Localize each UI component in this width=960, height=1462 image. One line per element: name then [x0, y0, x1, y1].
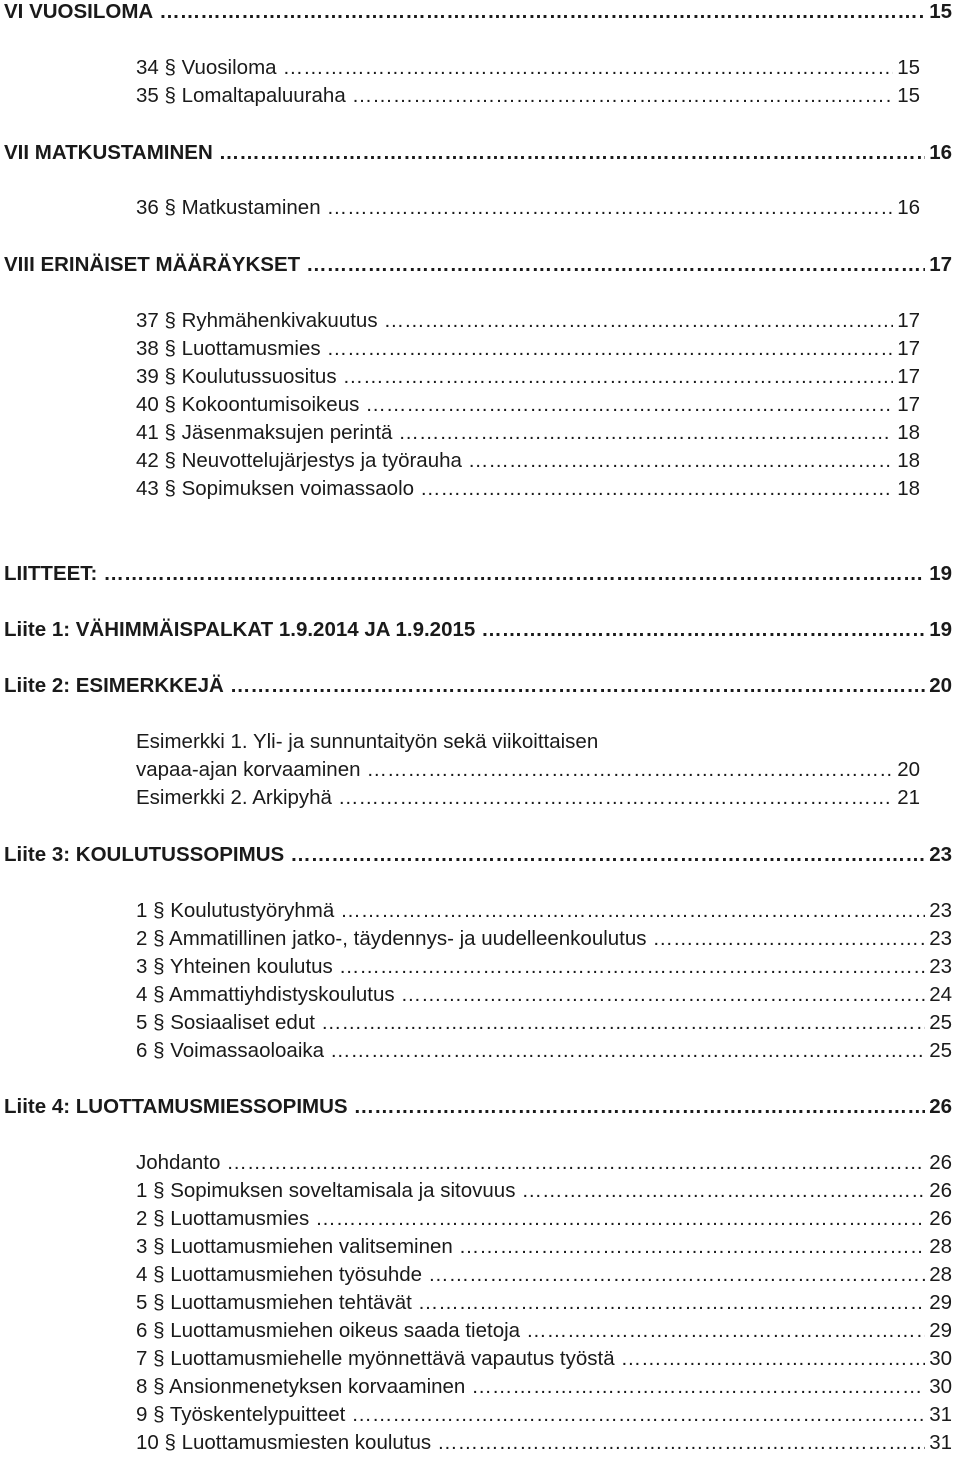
toc-entry	[136, 925, 952, 953]
toc-entry	[136, 1177, 952, 1205]
toc-entry-title: vapaa-ajan korvaaminen	[136, 758, 361, 781]
toc-entry-page-number: 31	[929, 1431, 952, 1454]
toc-entry	[136, 1205, 952, 1233]
dot-leader	[471, 1373, 925, 1401]
dot-leader	[338, 784, 893, 812]
dot-leader	[339, 953, 925, 981]
toc-entry-page-number: 25	[929, 1039, 952, 1062]
toc-entry-page-number: 16	[897, 196, 920, 219]
toc-entry-title: Esimerkki 2. Arkipyhä	[136, 786, 332, 809]
toc-entry-page-number: 17	[929, 253, 952, 276]
toc-entry-title: 5 § Sosiaaliset edut	[136, 1011, 315, 1034]
toc-entry-title: 3 § Luottamusmiehen valitseminen	[136, 1235, 453, 1258]
toc-entry-page-number: 28	[929, 1263, 952, 1286]
dot-leader	[367, 756, 894, 784]
dot-leader	[365, 391, 893, 419]
toc-entry-page-number: 16	[929, 141, 952, 164]
dot-leader	[226, 1149, 925, 1177]
dot-leader	[103, 560, 925, 588]
toc-entry-title: Liite 2: ESIMERKKEJÄ	[4, 674, 224, 697]
toc-entry-title: 1 § Sopimuksen soveltamisala ja sitovuus	[136, 1179, 516, 1202]
toc-entry-page-number: 29	[929, 1319, 952, 1342]
toc-entry	[136, 1317, 952, 1345]
toc-entry-page-number: 31	[929, 1403, 952, 1426]
toc-entry-title: Johdanto	[136, 1151, 221, 1174]
dot-leader	[468, 447, 893, 475]
toc-entry-title: 38 § Luottamusmies	[136, 337, 321, 360]
toc-entry-title: 8 § Ansionmenetyksen korvaaminen	[136, 1375, 466, 1398]
toc-entry	[136, 194, 920, 222]
toc-entry-title: 4 § Luottamusmiehen työsuhde	[136, 1263, 423, 1286]
toc-entry	[4, 841, 952, 869]
dot-leader	[343, 363, 894, 391]
toc-entry	[4, 139, 952, 167]
dot-leader	[352, 82, 893, 110]
toc-entry	[136, 335, 920, 363]
toc-entry	[136, 953, 952, 981]
toc-entry	[136, 363, 920, 391]
dot-leader	[159, 0, 925, 26]
toc-entry-title: 41 § Jäsenmaksujen perintä	[136, 421, 393, 444]
toc-entry-title: 2 § Luottamusmies	[136, 1207, 310, 1230]
toc-entry-title: 7 § Luottamusmiehelle myönnettävä vapautus työstä	[136, 1347, 615, 1370]
toc-entry	[136, 1037, 952, 1065]
toc-entry-title: Liite 4: LUOTTAMUSMIESSOPIMUS	[4, 1095, 348, 1118]
toc-entry	[136, 1289, 952, 1317]
toc-entry-title: VI VUOSILOMA	[4, 0, 154, 23]
toc-entry	[136, 1009, 952, 1037]
dot-leader	[290, 841, 925, 869]
toc-entry	[136, 419, 920, 447]
toc-entry-page-number: 19	[929, 562, 952, 585]
dot-leader	[306, 251, 925, 279]
dot-leader	[384, 307, 894, 335]
dot-leader	[418, 1289, 925, 1317]
toc-entry-page-number: 25	[929, 1011, 952, 1034]
toc-entry-page-number: 26	[929, 1207, 952, 1230]
toc-entry-page-number: 17	[897, 309, 920, 332]
dot-leader	[230, 672, 925, 700]
dot-leader	[321, 1009, 925, 1037]
toc-entry	[136, 307, 920, 335]
dot-leader	[526, 1317, 925, 1345]
toc-entry	[4, 1093, 952, 1121]
toc-entry-title: VIII ERINÄISET MÄÄRÄYKSET	[4, 253, 301, 276]
toc-entry-title: VII MATKUSTAMINEN	[4, 141, 213, 164]
toc-entry-page-number: 23	[929, 899, 952, 922]
toc-entry-title: 3 § Yhteinen koulutus	[136, 955, 333, 978]
toc-entry-page-number: 29	[929, 1291, 952, 1314]
toc-entry	[4, 560, 952, 588]
toc-entry-page-number: 18	[897, 477, 920, 500]
toc-entry-page-number: 20	[929, 674, 952, 697]
toc-entry-title: 6 § Voimassaoloaika	[136, 1039, 325, 1062]
toc-entry	[4, 0, 952, 26]
toc-entry	[4, 616, 952, 644]
toc-entry-title: 9 § Työskentelypuitteet	[136, 1403, 346, 1426]
dot-leader	[283, 54, 894, 82]
dot-leader	[481, 616, 925, 644]
toc-entry	[136, 981, 952, 1009]
toc-entry-title: 35 § Lomaltapaluuraha	[136, 84, 346, 107]
toc-entry-title: Liite 3: KOULUTUSSOPIMUS	[4, 843, 285, 866]
toc-entry	[136, 54, 920, 82]
toc-entry-page-number: 15	[897, 56, 920, 79]
dot-leader	[653, 925, 926, 953]
dot-leader	[428, 1261, 925, 1289]
toc-entry	[136, 1401, 952, 1429]
toc-entry	[136, 1149, 952, 1177]
toc-entry-title: 39 § Koulutussuositus	[136, 365, 337, 388]
toc-entry	[136, 475, 920, 503]
toc-entry-title: 10 § Luottamusmiesten koulutus	[136, 1431, 432, 1454]
toc-entry	[136, 756, 920, 784]
toc-entry-title: 5 § Luottamusmiehen tehtävät	[136, 1291, 412, 1314]
dot-leader	[459, 1233, 925, 1261]
toc-entry-page-number: 26	[929, 1151, 952, 1174]
dot-leader	[437, 1429, 925, 1457]
toc-entry-title: 6 § Luottamusmiehen oikeus saada tietoja	[136, 1319, 521, 1342]
toc-entry	[136, 1233, 952, 1261]
toc-entry-title: 42 § Neuvottelujärjestys ja työrauha	[136, 449, 462, 472]
toc-entry-page-number: 26	[929, 1095, 952, 1118]
toc-entry-title: 43 § Sopimuksen voimassaolo	[136, 477, 415, 500]
toc-entry-page-number: 17	[897, 337, 920, 360]
toc-entry-page-number: 15	[929, 0, 952, 23]
dot-leader	[398, 419, 893, 447]
toc-entry-page-number: 18	[897, 421, 920, 444]
toc-entry	[136, 728, 920, 756]
toc-entry-title: 1 § Koulutustyöryhmä	[136, 899, 335, 922]
toc-entry	[136, 897, 952, 925]
toc-entry-page-number: 21	[897, 786, 920, 809]
toc-entry	[136, 1261, 952, 1289]
toc-entry	[136, 784, 920, 812]
toc-entry-page-number: 17	[897, 365, 920, 388]
toc-entry-page-number: 30	[929, 1347, 952, 1370]
toc-entry-page-number: 20	[897, 758, 920, 781]
toc-entry-title: Liite 1: VÄHIMMÄISPALKAT 1.9.2014 JA 1.9.2015	[4, 618, 476, 641]
toc-entry-title: 34 § Vuosiloma	[136, 56, 277, 79]
toc-entry	[136, 447, 920, 475]
toc-entry	[136, 82, 920, 110]
dot-leader	[327, 194, 894, 222]
dot-leader	[354, 1093, 926, 1121]
dot-leader	[621, 1345, 926, 1373]
toc-entry-page-number: 28	[929, 1235, 952, 1258]
toc-entry-page-number: 17	[897, 393, 920, 416]
toc-entry-title: 4 § Ammattiyhdistyskoulutus	[136, 983, 395, 1006]
toc-entry-page-number: 15	[897, 84, 920, 107]
toc-entry	[136, 391, 920, 419]
toc-entry-page-number: 30	[929, 1375, 952, 1398]
toc-entry-title: 37 § Ryhmähenkivakuutus	[136, 309, 378, 332]
dot-leader	[315, 1205, 925, 1233]
dot-leader	[521, 1177, 925, 1205]
toc-entry-title: 40 § Kokoontumisoikeus	[136, 393, 360, 416]
toc-entry	[136, 1429, 952, 1457]
toc-entry-page-number: 23	[929, 843, 952, 866]
dot-leader	[420, 475, 893, 503]
toc-entry	[136, 1373, 952, 1401]
dot-leader	[219, 139, 925, 167]
toc-entry-title: 2 § Ammatillinen jatko-, täydennys- ja uudelleenkoulutus	[136, 927, 647, 950]
dot-leader	[330, 1037, 925, 1065]
toc-entry-title: Esimerkki 1. Yli- ja sunnuntaityön sekä viikoittaisen	[136, 730, 599, 753]
dot-leader	[351, 1401, 925, 1429]
toc-entry-page-number: 18	[897, 449, 920, 472]
toc-entry-page-number: 24	[929, 983, 952, 1006]
toc-entry	[4, 251, 952, 279]
toc-entry-page-number: 26	[929, 1179, 952, 1202]
toc-entry-page-number: 23	[929, 927, 952, 950]
toc-entry-page-number: 23	[929, 955, 952, 978]
toc-entry	[4, 672, 952, 700]
toc-entry-title: 36 § Matkustaminen	[136, 196, 321, 219]
toc-entry	[136, 1345, 952, 1373]
toc-entry-title: LIITTEET:	[4, 562, 98, 585]
dot-leader	[401, 981, 926, 1009]
dot-leader	[340, 897, 925, 925]
dot-leader	[327, 335, 894, 363]
toc-entry-page-number: 19	[929, 618, 952, 641]
